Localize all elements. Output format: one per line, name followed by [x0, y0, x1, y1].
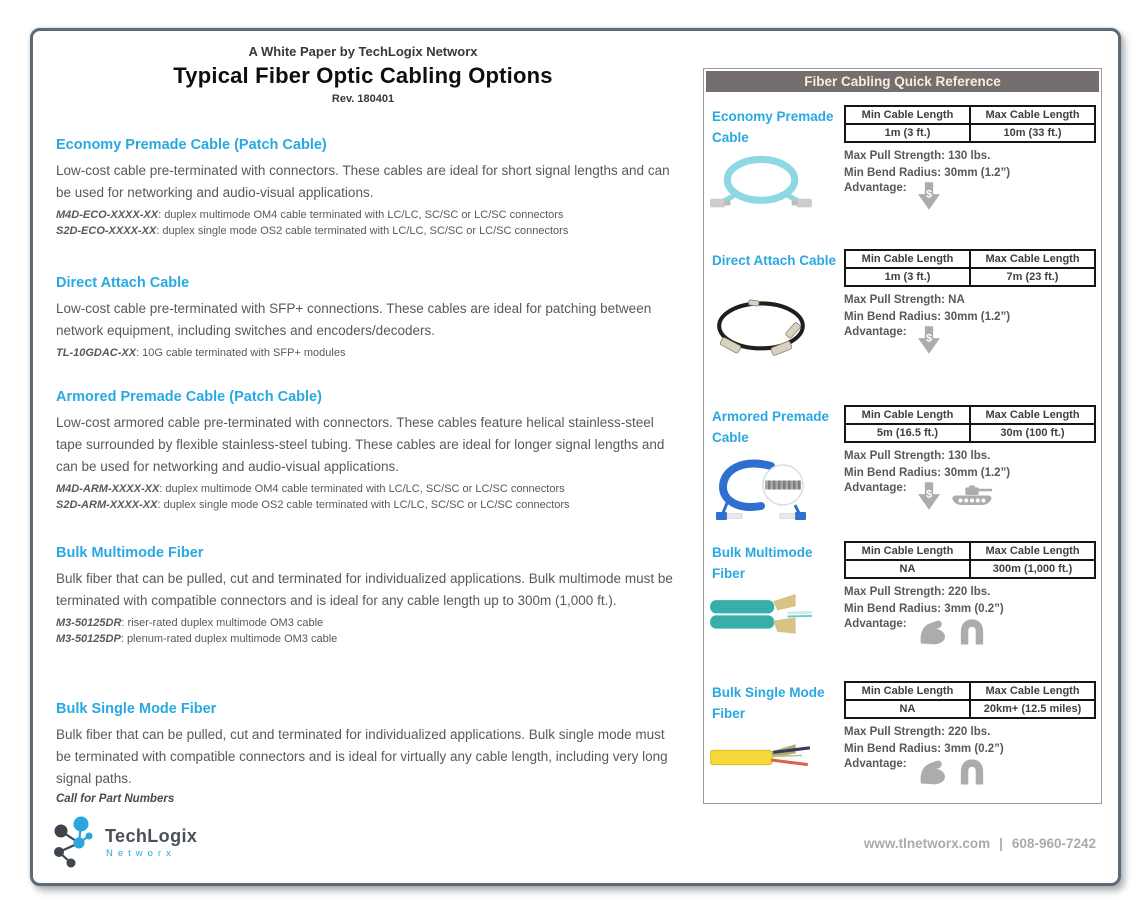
section-heading: Economy Premade Cable (Patch Cable)	[56, 137, 327, 153]
section-heading: Bulk Multimode Fiber	[56, 545, 204, 561]
qr-entry-label: Bulk Multimode Fiber	[712, 545, 813, 581]
advantage-row	[844, 618, 1096, 645]
min-length-header: Min Cable Length	[845, 406, 970, 424]
website-url: www.tlnetworx.com	[863, 836, 991, 851]
tight-bend-u-icon	[959, 618, 985, 645]
low-cost-dollar-arrow-icon	[918, 182, 940, 210]
section-bulk-single-mode-fiber	[56, 701, 676, 805]
advantage-label: Advantage:	[844, 482, 907, 495]
max-length-value: 7m (23 ft.)	[970, 268, 1095, 286]
max-pull-strength: Max Pull Strength: 130 lbs.	[844, 150, 991, 162]
tight-bend-u-icon	[959, 758, 985, 785]
part-number-desc: : duplex single mode OS2 cable terminated with LC/LC, SC/SC or LC/SC connectors	[156, 225, 569, 238]
section-heading: Armored Premade Cable (Patch Cable)	[56, 389, 322, 405]
max-pull-strength: Max Pull Strength: 130 lbs.	[844, 450, 991, 462]
part-number-line	[56, 631, 676, 648]
min-length-value: 1m (3 ft.)	[845, 124, 970, 142]
section-economy-premade-cable	[56, 137, 676, 240]
qr-entry-info	[844, 681, 1096, 785]
advantage-row	[844, 182, 1096, 210]
part-number-line	[56, 223, 676, 240]
part-number-code: M4D-ECO-XXXX-XX	[56, 208, 159, 221]
max-length-value: 300m (1,000 ft.)	[970, 560, 1095, 578]
strength-bicep-icon	[918, 758, 948, 785]
part-number-desc: : plenum-rated duplex multimode OM3 cable	[120, 633, 338, 646]
max-length-value: 30m (100 ft.)	[970, 424, 1095, 442]
advantage-label: Advantage:	[844, 758, 907, 771]
min-length-header: Min Cable Length	[845, 106, 970, 124]
min-length-header: Min Cable Length	[845, 542, 970, 560]
max-length-header: Max Cable Length	[970, 106, 1095, 124]
min-length-header: Min Cable Length	[845, 682, 970, 700]
qr-entry-label: Economy Premade Cable	[712, 109, 834, 145]
qr-entry-label: Bulk Single Mode Fiber	[712, 685, 825, 721]
section-body: Low-cost cable pre-terminated with SFP+ connections. These cables are ideal for patching between network equipment, including switches and encoders/decoders.	[56, 301, 652, 338]
revision-label: Rev. 180401	[331, 93, 395, 105]
part-number-code: S2D-ARM-XXXX-XX	[56, 499, 158, 512]
section-heading: Bulk Single Mode Fiber	[56, 701, 217, 717]
section-heading: Direct Attach Cable	[56, 275, 190, 291]
part-number-desc: : duplex single mode OS2 cable terminated with LC/LC, SC/SC or LC/SC connectors	[157, 499, 570, 512]
document-header	[56, 44, 670, 105]
max-length-header: Max Cable Length	[970, 542, 1095, 560]
cable-length-table	[844, 105, 1096, 143]
part-number-line	[56, 481, 676, 498]
part-number-code: M3-50125DR	[56, 616, 122, 629]
section-armored-premade-cable	[56, 389, 676, 514]
max-length-value: 20km+ (12.5 miles)	[970, 700, 1095, 718]
page-title: Typical Fiber Optic Cabling Options	[173, 63, 553, 88]
section-direct-attach-cable	[56, 275, 676, 361]
byline: A White Paper by TechLogix Networx	[248, 44, 478, 59]
cable-length-table	[844, 681, 1096, 719]
qr-entry-label: Armored Premade Cable	[712, 409, 830, 445]
logo-text	[105, 826, 197, 859]
advantage-row	[844, 758, 1096, 785]
quick-reference-panel	[703, 68, 1102, 804]
part-number-line	[56, 615, 676, 632]
advantage-row	[844, 326, 1096, 354]
part-number-code: S2D-ECO-XXXX-XX	[56, 225, 157, 238]
low-cost-dollar-arrow-icon	[918, 482, 940, 510]
section-body: Low-cost cable pre-terminated with connectors. These cables are ideal for short signal lengths and can be used for networking and audio-visual applications.	[56, 163, 670, 200]
advantage-label: Advantage:	[844, 182, 907, 195]
qr-entry-info	[844, 405, 1096, 510]
section-bulk-multimode-fiber	[56, 545, 676, 648]
max-length-header: Max Cable Length	[970, 406, 1095, 424]
min-bend-radius: Min Bend Radius: 3mm (0.2”)	[844, 742, 1004, 755]
min-bend-radius: Min Bend Radius: 30mm (1.2”)	[844, 166, 1011, 179]
max-length-header: Max Cable Length	[970, 682, 1095, 700]
part-number-line	[56, 345, 676, 362]
min-length-value: 1m (3 ft.)	[845, 268, 970, 286]
part-number-desc: : duplex multimode OM4 cable terminated with LC/LC, SC/SC or LC/SC connectors	[158, 208, 564, 221]
part-number-line	[56, 497, 676, 514]
cable-length-table	[844, 541, 1096, 579]
phone-number: 608-960-7242	[1011, 836, 1096, 851]
call-for-part-numbers-note: Call for Part Numbers	[56, 792, 175, 805]
bulk-multimode-cable-image	[710, 591, 812, 647]
section-body: Bulk fiber that can be pulled, cut and terminated for individualized applications. Bulk single mode must be terminated with compatible connectors and is ideal for virtually any cable length, including very long signal paths.	[56, 727, 668, 786]
part-number-code: M3-50125DP	[56, 633, 121, 646]
max-length-header: Max Cable Length	[970, 250, 1095, 268]
bulk-single-mode-cable-image	[710, 731, 812, 787]
min-length-value: 5m (16.5 ft.)	[845, 424, 970, 442]
qr-entry-info	[844, 541, 1096, 645]
qr-entry-info	[844, 249, 1096, 354]
min-bend-radius: Min Bend Radius: 30mm (1.2”)	[844, 466, 1011, 479]
footer-separator: |	[999, 836, 1003, 851]
part-number-line	[56, 207, 676, 224]
min-length-value: NA	[845, 560, 970, 578]
advantage-label: Advantage:	[844, 326, 907, 339]
footer-contact	[864, 836, 1096, 851]
low-cost-dollar-arrow-icon	[918, 326, 940, 354]
min-bend-radius: Min Bend Radius: 30mm (1.2”)	[844, 310, 1011, 323]
section-body: Low-cost armored cable pre-terminated with connectors. These cables feature helical stainless-steel tape surrounded by flexible stainless-steel tubing. These cables are ideal for longer signal lengths and can be used for networking and audio-visual applications.	[56, 415, 665, 474]
part-number-desc: : 10G cable terminated with SFP+ modules	[136, 346, 346, 359]
min-length-value: NA	[845, 700, 970, 718]
min-length-header: Min Cable Length	[845, 250, 970, 268]
max-length-value: 10m (33 ft.)	[970, 124, 1095, 142]
armored-cable-image	[710, 455, 812, 525]
qr-entry-label: Direct Attach Cable	[712, 253, 837, 268]
logo-title: TechLogix	[105, 825, 198, 846]
max-pull-strength: Max Pull Strength: 220 lbs.	[844, 726, 991, 738]
strength-bicep-icon	[918, 618, 948, 645]
section-body: Bulk fiber that can be pulled, cut and terminated for individualized applications. Bulk multimode must be terminated with compatible connectors and is ideal for any cable length up to 300m (1,000 ft.).	[56, 571, 673, 608]
cable-length-table	[844, 249, 1096, 287]
max-pull-strength: Max Pull Strength: NA	[844, 294, 965, 306]
logo-subtitle: Networx	[106, 847, 176, 859]
qr-entry-info	[844, 105, 1096, 210]
economy-cable-image	[710, 155, 812, 219]
cable-length-table	[844, 405, 1096, 443]
advantage-row	[844, 482, 1096, 510]
part-number-desc: : riser-rated duplex multimode OM3 cable	[121, 616, 324, 629]
tank-armor-icon	[951, 482, 993, 507]
quick-reference-title: Fiber Cabling Quick Reference	[706, 71, 1099, 92]
part-number-desc: : duplex multimode OM4 cable terminated with LC/LC, SC/SC or LC/SC connectors	[159, 482, 565, 495]
techlogix-logo	[52, 816, 197, 868]
part-number-code: TL-10GDAC-XX	[56, 346, 137, 359]
advantage-label: Advantage:	[844, 618, 907, 631]
part-number-code: M4D-ARM-XXXX-XX	[56, 482, 160, 495]
techlogix-logo-mark-icon	[52, 816, 98, 868]
max-pull-strength: Max Pull Strength: 220 lbs.	[844, 586, 991, 598]
direct-attach-cable-image	[710, 299, 812, 363]
min-bend-radius: Min Bend Radius: 3mm (0.2”)	[844, 602, 1004, 615]
